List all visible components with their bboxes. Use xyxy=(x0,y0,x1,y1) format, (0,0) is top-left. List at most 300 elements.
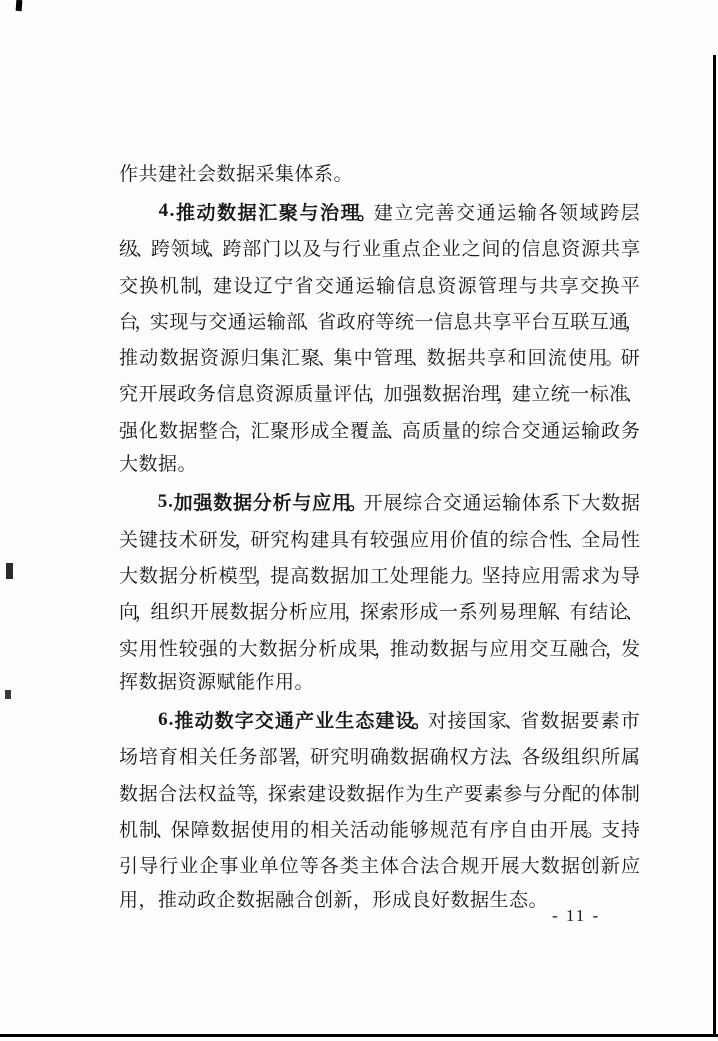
body-char: 合 xyxy=(529,529,549,551)
body-char: 规 xyxy=(460,856,480,878)
body-char: 资 xyxy=(199,348,219,370)
body-char: 交 xyxy=(314,275,334,297)
body-char: 立 xyxy=(531,384,551,406)
body-char: 应 xyxy=(308,602,328,624)
heading-char: . xyxy=(168,708,174,730)
body-char: 处 xyxy=(389,565,409,587)
body-char: 法 xyxy=(177,783,197,805)
body-char: 展 xyxy=(569,819,589,841)
body-char: 企 xyxy=(421,239,441,261)
body-char: 结 xyxy=(589,602,609,624)
body-char: 持 xyxy=(501,565,521,587)
heading-char: . xyxy=(169,200,175,222)
body-char: 规 xyxy=(429,819,449,841)
body-char: 制 xyxy=(620,783,640,805)
body-char: 术 xyxy=(178,529,198,551)
body-char: 、 xyxy=(624,384,644,406)
body-char: 等 xyxy=(375,311,395,333)
body-char: 跨 xyxy=(150,239,170,261)
body-char: 全 xyxy=(330,420,350,442)
body-char: 用 xyxy=(588,348,608,370)
body-char: 展 xyxy=(500,856,520,878)
heading-char: 4 xyxy=(158,200,169,222)
heading-char: 据 xyxy=(237,202,257,224)
body-char: 信 xyxy=(216,384,236,406)
body-char: 确 xyxy=(369,747,389,769)
body-char: 的 xyxy=(218,638,238,660)
heading-char: 据 xyxy=(232,493,252,515)
body-char: 强 xyxy=(403,384,423,406)
body-char: 据 xyxy=(620,493,640,515)
body-char: 合 xyxy=(400,856,420,878)
text-line xyxy=(119,847,640,883)
body-char: 对 xyxy=(427,711,447,733)
body-char: 重 xyxy=(381,239,401,261)
body-char: 提 xyxy=(270,565,290,587)
body-char: 管 xyxy=(373,348,393,370)
heading-char: 通 xyxy=(274,711,294,733)
body-char: 法 xyxy=(489,747,509,769)
text-line xyxy=(119,738,640,774)
scan-edge-line-right xyxy=(713,55,716,1037)
body-char: 及 xyxy=(302,239,322,261)
body-char: 坚 xyxy=(481,565,501,587)
body-char: 与 xyxy=(469,638,489,660)
body-char: 创 xyxy=(580,856,600,878)
body-char: 析 xyxy=(318,638,338,660)
body-char: 需 xyxy=(561,565,581,587)
text-line xyxy=(119,411,640,447)
body-char: 性 xyxy=(158,638,178,660)
body-char: 联 xyxy=(570,311,590,333)
body-char: 研 xyxy=(310,747,330,769)
body-char: 、 xyxy=(553,602,573,624)
heading-char: 推 xyxy=(174,711,194,733)
body-char: 市 xyxy=(620,711,640,733)
body-char: 和 xyxy=(507,348,527,370)
heading-char: 5 xyxy=(157,490,168,512)
body-char: 盖 xyxy=(369,420,389,442)
text-line xyxy=(119,338,640,374)
body-char: 有 xyxy=(469,819,489,841)
body-char: 应 xyxy=(489,638,509,660)
body-char: 保 xyxy=(170,819,190,841)
body-char: 平 xyxy=(511,311,531,333)
body-char: 强 xyxy=(198,638,218,660)
body-char: 省 xyxy=(520,711,540,733)
body-char: 综 xyxy=(403,493,423,515)
text-line xyxy=(119,593,644,629)
body-char: 、 xyxy=(410,348,430,370)
body-char: 换 xyxy=(600,275,620,297)
body-char: 、 xyxy=(134,239,154,261)
body-char: ， xyxy=(605,638,625,660)
body-char: 汇 xyxy=(280,348,300,370)
body-char: 资 xyxy=(437,275,457,297)
body-char: 织 xyxy=(170,602,190,624)
body-char: 通 xyxy=(462,493,482,515)
body-char: 机 xyxy=(159,275,179,297)
body-char: 交 xyxy=(119,275,139,297)
body-char: 论 xyxy=(608,602,628,624)
body-char: 综 xyxy=(509,529,529,551)
page-number: - 11 - xyxy=(552,906,601,925)
body-char: 业 xyxy=(441,239,461,261)
body-char: 输 xyxy=(502,493,522,515)
heading-char: 产 xyxy=(295,711,315,733)
body-char: 管 xyxy=(478,275,498,297)
body-char: 为 xyxy=(405,783,425,805)
body-char: 等 xyxy=(236,783,256,805)
body-char: 系 xyxy=(458,602,478,624)
body-char: 合 xyxy=(501,420,521,442)
body-char: 性 xyxy=(549,529,569,551)
body-char: 企 xyxy=(199,856,219,878)
heading-char: 设 xyxy=(395,711,415,733)
body-char: ， xyxy=(368,384,388,406)
body-char: 数 xyxy=(346,783,366,805)
body-char: 实 xyxy=(119,638,139,660)
body-char: 配 xyxy=(562,783,582,805)
body-char: 单 xyxy=(259,856,279,878)
body-char: 覆 xyxy=(350,420,370,442)
heading-char: 。 xyxy=(347,493,367,515)
body-char: 究 xyxy=(270,529,290,551)
body-char: 互 xyxy=(549,638,569,660)
body-char: 高 xyxy=(401,420,421,442)
body-char: 类 xyxy=(339,856,359,878)
text-line xyxy=(119,193,640,229)
body-char: 息 xyxy=(541,239,561,261)
heading-char: 交 xyxy=(254,711,274,733)
body-char: 共 xyxy=(466,348,486,370)
body-char: 互 xyxy=(550,311,570,333)
body-char: ， xyxy=(254,565,274,587)
body-char: 动 xyxy=(139,348,159,370)
paragraph-indent xyxy=(119,719,157,720)
heading-char: 聚 xyxy=(278,202,298,224)
body-char: 享 xyxy=(559,275,579,297)
body-char: 合 xyxy=(422,493,442,515)
body-char: 省 xyxy=(317,311,337,333)
body-char: 较 xyxy=(369,529,389,551)
body-char: 共 xyxy=(601,239,621,261)
body-char: 宁 xyxy=(274,275,294,297)
body-char: 门 xyxy=(262,239,282,261)
body-char: 场 xyxy=(119,747,139,769)
body-char: 准 xyxy=(609,384,629,406)
body-char: 使 xyxy=(568,348,588,370)
body-char: 理 xyxy=(409,565,429,587)
body-char: 一 xyxy=(438,602,458,624)
body-char: 理 xyxy=(518,602,538,624)
body-char: 运 xyxy=(561,420,581,442)
body-char: 数 xyxy=(119,783,139,805)
body-char: 一 xyxy=(570,384,590,406)
body-char: 展 xyxy=(383,493,403,515)
body-char: 资 xyxy=(561,239,581,261)
body-char: 享 xyxy=(487,348,507,370)
body-char: 的 xyxy=(501,239,521,261)
body-char: 享 xyxy=(620,239,640,261)
body-char: 形 xyxy=(399,602,419,624)
body-char: ， xyxy=(624,311,644,333)
body-char: 政 xyxy=(177,384,197,406)
body-char: 建 xyxy=(307,783,327,805)
text-line xyxy=(119,484,640,520)
body-char: 序 xyxy=(489,819,509,841)
scan-artifact-left-lower xyxy=(5,690,11,699)
body-char: 源 xyxy=(457,275,477,297)
body-char: 、 xyxy=(565,529,585,551)
body-char: 据 xyxy=(178,420,198,442)
body-char: 通 xyxy=(227,311,247,333)
body-char: 能 xyxy=(429,565,449,587)
body-char: 索 xyxy=(287,783,307,805)
body-char: 开 xyxy=(480,856,500,878)
body-char: 主 xyxy=(359,856,379,878)
body-char: 织 xyxy=(581,747,601,769)
body-char: 据 xyxy=(560,711,580,733)
body-char: 分 xyxy=(269,602,289,624)
body-char: 高 xyxy=(290,565,310,587)
body-char: 输 xyxy=(581,420,601,442)
heading-char: 与 xyxy=(292,493,312,515)
body-char: 大 xyxy=(119,565,139,587)
body-char: 能 xyxy=(389,819,409,841)
body-char: 息 xyxy=(416,275,436,297)
body-char: 质 xyxy=(294,384,314,406)
text-line xyxy=(119,701,640,737)
body-char: 数 xyxy=(138,565,158,587)
body-char: 融 xyxy=(569,638,589,660)
body-char: 构 xyxy=(290,529,310,551)
heading-char: 。 xyxy=(411,711,431,733)
body-char: 权 xyxy=(197,783,217,805)
text-line xyxy=(119,157,640,193)
body-char: 素 xyxy=(600,711,620,733)
body-char: ， xyxy=(134,602,154,624)
body-char: 析 xyxy=(198,565,218,587)
body-char: 的 xyxy=(461,420,481,442)
body-char: 换 xyxy=(139,275,159,297)
body-char: 究 xyxy=(330,747,350,769)
body-char: 由 xyxy=(529,819,549,841)
body-char: 大 xyxy=(581,493,601,515)
heading-char: 态 xyxy=(355,711,375,733)
body-char: 通 xyxy=(541,420,561,442)
body-char: 关 xyxy=(119,529,139,551)
body-char: 家 xyxy=(487,711,507,733)
body-char: 域 xyxy=(190,239,210,261)
body-char: 完 xyxy=(414,202,434,224)
body-char: 交 xyxy=(456,202,476,224)
body-char: 。 xyxy=(465,565,485,587)
body-char: ， xyxy=(294,747,314,769)
body-char: 、 xyxy=(385,420,405,442)
body-char: 分 xyxy=(542,783,562,805)
body-char: 与 xyxy=(518,275,538,297)
body-char: 。 xyxy=(585,819,605,841)
body-char: 属 xyxy=(620,747,640,769)
text-line xyxy=(119,375,644,411)
body-char: 现 xyxy=(169,311,189,333)
heading-char: 6 xyxy=(158,708,168,730)
body-char: 通 xyxy=(476,202,496,224)
body-char: 领 xyxy=(170,239,190,261)
body-char: 数 xyxy=(210,819,230,841)
body-char: 组 xyxy=(150,602,170,624)
body-char: 制 xyxy=(138,819,158,841)
body-char: 相 xyxy=(178,747,198,769)
body-char: 合 xyxy=(218,420,238,442)
body-char: 应 xyxy=(620,856,640,878)
body-char: 探 xyxy=(267,783,287,805)
body-char: 数 xyxy=(429,638,449,660)
body-char: 成 xyxy=(338,638,358,660)
body-char: ， xyxy=(373,638,393,660)
body-char: 引 xyxy=(119,856,139,878)
body-char: 求 xyxy=(581,565,601,587)
body-char: 领 xyxy=(558,202,578,224)
body-char: 数 xyxy=(310,565,330,587)
text-line xyxy=(119,520,640,556)
body-char: 明 xyxy=(350,747,370,769)
body-run: 大数据。 xyxy=(119,454,198,476)
body-char: 设 xyxy=(326,783,346,805)
body-char: 统 xyxy=(395,311,415,333)
heading-char: 生 xyxy=(335,711,355,733)
body-char: 建 xyxy=(212,275,232,297)
body-char: 模 xyxy=(218,565,238,587)
heading-char: 强 xyxy=(193,493,213,515)
body-char: 持 xyxy=(620,819,640,841)
body-char: 台 xyxy=(119,311,139,333)
body-char: 体 xyxy=(521,493,541,515)
body-char: 全 xyxy=(581,529,601,551)
body-char: 省 xyxy=(294,275,314,297)
body-char: 实 xyxy=(149,311,169,333)
body-char: 研 xyxy=(198,529,218,551)
text-line xyxy=(119,629,640,665)
body-char: 建 xyxy=(373,202,393,224)
body-char: 形 xyxy=(290,420,310,442)
body-char: 的 xyxy=(489,529,509,551)
body-char: 业 xyxy=(239,856,259,878)
heading-char: 汇 xyxy=(258,202,278,224)
body-char: 究 xyxy=(119,384,139,406)
scan-artifact-left-upper xyxy=(6,563,13,579)
heading-char: 数 xyxy=(217,202,237,224)
body-char: 行 xyxy=(342,239,362,261)
body-char: 障 xyxy=(190,819,210,841)
body-char: 评 xyxy=(333,384,353,406)
body-char: 据 xyxy=(179,348,199,370)
body-char: 析 xyxy=(288,602,308,624)
body-char: 接 xyxy=(447,711,467,733)
body-char: 强 xyxy=(389,529,409,551)
body-char: 善 xyxy=(435,202,455,224)
body-char: 建 xyxy=(310,529,330,551)
body-char: 量 xyxy=(313,384,333,406)
body-char: 聚 xyxy=(270,420,290,442)
body-char: 、 xyxy=(504,711,524,733)
body-char: 各 xyxy=(319,856,339,878)
body-char: 事 xyxy=(219,856,239,878)
heading-char: 用 xyxy=(331,493,351,515)
body-char: 交 xyxy=(579,275,599,297)
body-char: 、 xyxy=(206,239,226,261)
body-char: 导 xyxy=(139,856,159,878)
body-char: 机 xyxy=(119,819,139,841)
body-char: 活 xyxy=(350,819,370,841)
body-char: 据 xyxy=(441,384,461,406)
body-char: 回 xyxy=(527,348,547,370)
heading-char: 动 xyxy=(196,202,216,224)
body-char: 据 xyxy=(449,638,469,660)
body-char: 信 xyxy=(521,239,541,261)
body-char: 强 xyxy=(119,420,139,442)
body-char: 化 xyxy=(138,420,158,442)
body-char: 交 xyxy=(442,493,462,515)
body-char: 各 xyxy=(538,202,558,224)
body-char: 合 xyxy=(589,638,609,660)
body-char: 运 xyxy=(355,275,375,297)
body-char: 应 xyxy=(521,565,541,587)
body-char: 政 xyxy=(601,420,621,442)
body-char: 、 xyxy=(317,348,337,370)
body-char: 所 xyxy=(601,747,621,769)
body-char: 展 xyxy=(157,384,177,406)
body-char: 育 xyxy=(158,747,178,769)
body-char: 工 xyxy=(369,565,389,587)
body-char: 据 xyxy=(158,565,178,587)
body-char: 的 xyxy=(290,819,310,841)
body-char: 数 xyxy=(426,348,446,370)
body-char: 署 xyxy=(278,747,298,769)
body-char: 数 xyxy=(389,747,409,769)
body-char: 性 xyxy=(620,529,640,551)
body-char: 参 xyxy=(503,783,523,805)
body-char: 辽 xyxy=(253,275,273,297)
body-char: 推 xyxy=(389,638,409,660)
body-char: 开 xyxy=(549,819,569,841)
body-char: 有 xyxy=(569,602,589,624)
body-char: 值 xyxy=(469,529,489,551)
body-char: 数 xyxy=(158,420,178,442)
body-char: 开 xyxy=(190,602,210,624)
body-char: 制 xyxy=(180,275,200,297)
body-char: 加 xyxy=(383,384,403,406)
body-char: 级 xyxy=(541,747,561,769)
body-char: 数 xyxy=(422,384,442,406)
body-char: 数 xyxy=(159,348,179,370)
body-char: 用 xyxy=(270,819,290,841)
body-char: 建 xyxy=(511,384,531,406)
body-char: 共 xyxy=(472,311,492,333)
heading-char: 加 xyxy=(173,493,193,515)
body-char: 理 xyxy=(498,275,518,297)
body-char: 关 xyxy=(330,819,350,841)
text-line xyxy=(119,774,640,810)
body-char: 位 xyxy=(279,856,299,878)
body-char: 信 xyxy=(433,311,453,333)
body-char: 据 xyxy=(365,783,385,805)
body-char: 汇 xyxy=(250,420,270,442)
body-char: 据 xyxy=(409,747,429,769)
body-char: 间 xyxy=(481,239,501,261)
body-char: 体 xyxy=(601,783,621,805)
